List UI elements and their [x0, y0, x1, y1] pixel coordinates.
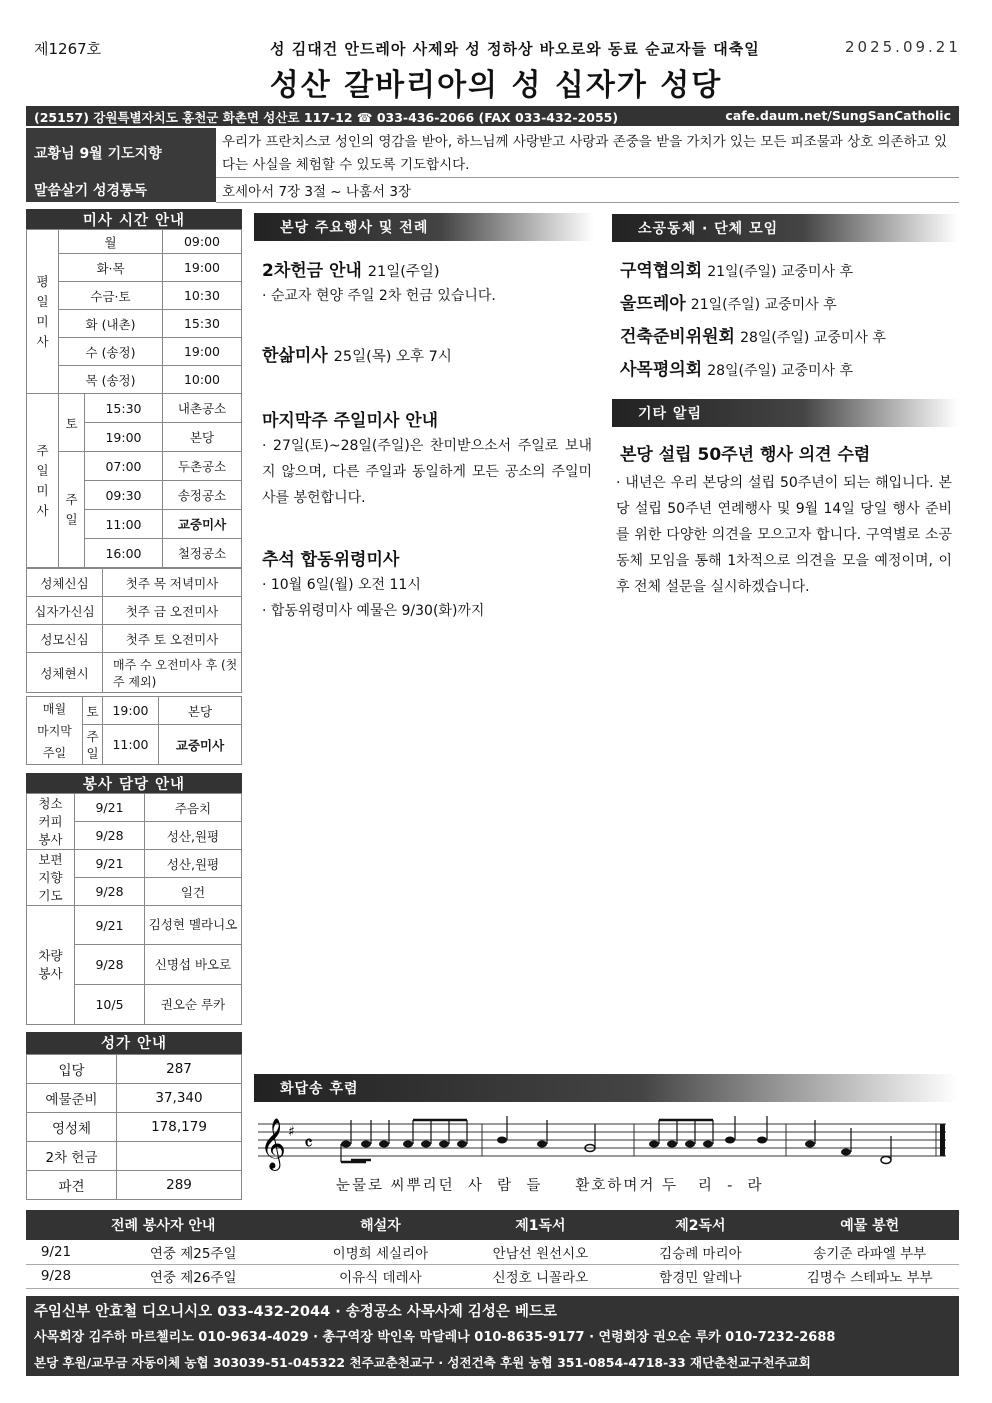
address-bar [26, 106, 959, 126]
last-sunday-table: 매월 마지막 주일 토 19:00 본당 주 일 11:00 교중미사 [26, 696, 242, 765]
notice-subtitle: 본당 설립 50주년 행사 의견 수렴 [620, 445, 871, 465]
service-title: 봉사 담당 안내 [26, 773, 242, 793]
intention-text: 우리가 프란치스코 성인의 영감을 받아, 하느님께 사랑받고 사랑과 존중을 받을 가치가 있는 모든 피조물과 상호 의존하고 있다는 사실을 체험할 수 있도록 기도합시다. [222, 134, 947, 173]
feast-title: 성 김대건 안드레아 사제와 성 정하상 바오로와 동료 순교자들 대축일 [270, 40, 760, 58]
psalm-lyrics: 눈물로 씨뿌리던 사 람 들 환호하며거 두 리 - 라 [336, 1178, 764, 1194]
issue-number: 제1267호 [34, 40, 102, 58]
events-body: 2차헌금 안내 21일(주일) · 순교자 현양 주일 2차 헌금 있습니다. 한삶미사 25일(목) 오후 7시 마지막주 주일미사 안내 · 27일(토)~28일(주일)은 찬미받으소서 주일로 보내지 않으며, 다른 주일과 동일하게 모든 공소의 주일미사를 봉헌합니다. 추석 합동위령미사 · 10월 6일(월) 오전 11시 · 합동위령미사 예물은 9/30(화)까지 [262, 261, 592, 619]
psalm-title: 화답송 후렴 [254, 1074, 958, 1102]
mass-table: 평 일 미 사 월 09:00 화·목 19:00 수금·토 10:30 화 (내촌) 15:30 수 (송정) 19:00 목 (송정) 10:00 주 일 미 사 토 15:30 내촌공소 19:00 본당 주 일 07:00 두촌공소 09:30 송정공소 11:00 교중미사 16:00 철정공소 [26, 229, 242, 568]
issue-date: 2025.09.21 [845, 38, 961, 56]
sunday-label: 주 일 미 사 [27, 394, 59, 568]
notice-title: 기타 알림 [612, 399, 958, 427]
groups-list: 구역협의회 21일(주일) 교중미사 후 울뜨레아 21일(주일) 교중미사 후 건축준비위원회 28일(주일) 교중미사 후 사목평의회 28일(주일) 교중미사 후 [620, 261, 886, 380]
footer-line-3: 본당 후원/교무금 자동이체 농협 303039-51-045322 천주교춘천교구 · 성전건축 후원 농협 351-0854-4718-33 재단춘천교구천주교회 [34, 1355, 811, 1370]
events-title: 본당 주요행사 및 전례 [254, 213, 594, 241]
devotion-table: 성체신심 첫주 목 저녁미사 십자가신심 첫주 금 오전미사 성모신심 첫주 토 오전미사 성체현시 매주 수 오전미사 후 (첫 주 제외) [26, 568, 242, 693]
liturgy-table: 전례 봉사자 안내 해설자 제1독서 제2독서 예물 봉헌 9/21 연중 제25주일 이명희 세실리아 안남선 원선시오 김승례 마리아 송기준 라파엘 부부 9/28 연중 제26주일 이유식 데레사 신정호 니꼴라오 함경민 알레나 김명수 스테파노 부부 [26, 1210, 959, 1289]
hymn-table: 입당 287 예물준비 37,340 영성체 178,179 2차 헌금 파견 289 [26, 1054, 242, 1200]
svg-text:𝄴: 𝄴 [304, 1131, 313, 1155]
notice-text: · 내년은 우리 본당의 설립 50주년이 되는 해입니다. 본당 설립 50주년 연례행사 및 9월 14일 당일 행사 준비를 위한 다양한 의견을 모으고자 합니다. 구역별로 소공동체 모임을 통해 1차적으로 의견을 모을 예정이며, 이후 전체 설문을 실시하겠습니다. [616, 475, 952, 595]
weekday-label: 평 일 미 사 [27, 230, 59, 394]
footer [26, 1296, 959, 1376]
svg-text:♯: ♯ [288, 1124, 295, 1140]
groups-title: 소공동체 · 단체 모임 [612, 214, 958, 242]
intention-label: 교황님 9월 기도지향 [26, 128, 216, 178]
hymn-title: 성가 안내 [26, 1032, 242, 1054]
footer-line-1: 주임신부 안효철 디오니시오 033-432-2044 · 송정공소 사목사제 김성은 베드로 [34, 1304, 558, 1320]
cafe-link[interactable]: cafe.daum.net/SungSanCatholic [725, 108, 951, 123]
word-text: 호세아서 7장 3절 ~ 나훔서 3장 [222, 184, 411, 200]
page-title: 성산 갈바리아의 성 십자가 성당 [269, 68, 723, 103]
svg-text:𝄞: 𝄞 [260, 1118, 287, 1169]
address-text: (25157) 강원특별자치도 홍천군 화촌면 성산로 117-12 ☎ 033-436-2066 (FAX 033-432-2055) [34, 110, 619, 125]
service-table: 청소 커피 봉사 9/21 주음치 9/28 성산,원평 보편 지향 기도 9/21 성산,원평 9/28 일건 차량 봉사 9/21 김성현 멜라니오 9/28 신명섭 바오로 10/5 권오순 루카 [26, 793, 242, 1025]
table-row: 9/28 연중 제26주일 이유식 데레사 신정호 니꼴라오 함경민 알레나 김명수 스테파노 부부 [26, 1264, 959, 1288]
word-label: 말씀살기 성경통독 [26, 178, 216, 202]
footer-line-2: 사목회장 김주하 마르첼리노 010-9634-4029 · 총구역장 박인옥 막달레나 010-8635-9177 · 연령회장 권오순 루카 010-7232-2688 [34, 1330, 836, 1345]
table-row: 9/21 연중 제25주일 이명희 세실리아 안남선 원선시오 김승례 마리아 송기준 라파엘 부부 [26, 1240, 959, 1264]
mass-title: 미사 시간 안내 [26, 209, 242, 229]
